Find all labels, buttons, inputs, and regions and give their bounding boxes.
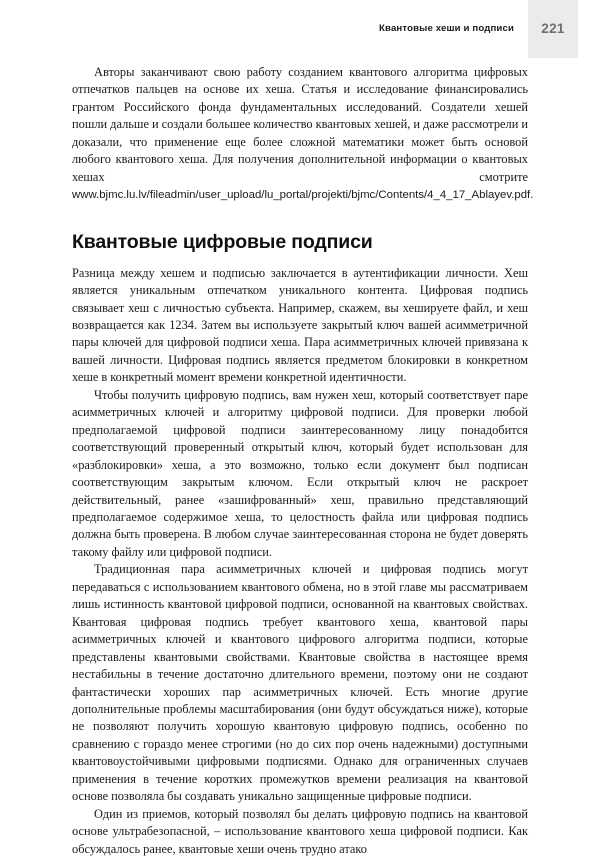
paragraph-ultrasecure-technique: Один из приемов, который позволял бы делать цифровую подпись на квантовой основе ультрабезопасной, – использование квантового хеша цифровой подписи. Как обсуждалось ранее, квантовые хеши очень трудно атако — [72, 806, 528, 856]
running-header — [0, 0, 600, 58]
paragraph-traditional-keypair: Традиционная пара асимметричных ключей и цифровая подпись могут передаваться с использованием квантового обмена, но в этой главе мы рассматриваем лишь истинность квантовой цифровой подписи, основанной на квантовых свойствах. Квантовая цифровая подпись требует квантового хеша, квантовой пары асимметричных ключей и квантового цифрового алгоритма подписи, которые представлены квантовыми свойствами. Квантовые свойства в настоящее время нестабильны в течение достаточно длительного времени, поэтому они не создают фантастически хороших пар асимметричных ключей. Есть многие другие дополнительные проблемы масштабирования (они будут обсуждаться ниже), которые не позволяют получить хорошую квантовую цифровую подпись, особенно по сравнению с гораздо менее строгими (но до сих пор очень надежными) доступными квантовоустойчивыми цифровыми подписями. Однако для ограниченных случаев применения в течение коротких промежутков времени реализация на квантовой основе позволяла бы создавать уникально защищенные цифровые подписи. — [72, 562, 528, 804]
paragraph-intro-text: Авторы заканчивают свою работу созданием квантового алгоритма цифровых отпечатков пальцев на основе их хеша. Статья и исследование финансировались грантом Российского фонда фундаментальных исследований. Создатели хешей пошли дальше и создали большее количество квантовых хешей, и даже рассмотрели и доказали, что применение еще более сложной математики может быть основой любого квантового хеша. Для получения дополнительной информации о квантовых хешах смотрите — [72, 65, 528, 184]
heading-spacer-top — [72, 205, 528, 231]
text-column — [72, 64, 534, 858]
paragraph-hash-vs-signature: Разница между хешем и подписью заключается в аутентификации личности. Хеш является уникальным отпечатком уникального контента. Цифровая подпись связывает хеш с личностью субъекта. Например, скажем, вы хешируете файл, и хеш возвращается как 1234. Затем вы используете закрытый ключ вашей асимметричной пары ключей для цифровой подписи хеша. Пара асимметричных ключей привязана к вашей личности. Цифровая подпись является предметом блокировки в конкретном хеше в конкретный момент времени конкретной идентичности. — [72, 265, 528, 385]
heading-spacer-bottom — [72, 253, 528, 265]
page-number: 221 — [541, 21, 565, 36]
paragraph-intro — [72, 64, 534, 205]
section-heading: Квантовые цифровые подписи — [72, 230, 373, 253]
reference-url: www.bjmc.lu.lv/fileadmin/user_upload/lu_portal/projekti/bjmc/Contents/4_4_17_Ablayev.pdf. — [72, 189, 534, 202]
running-header-title: Квантовые хеши и подписи — [379, 23, 514, 34]
paragraph-obtaining-signature: Чтобы получить цифровую подпись, вам нужен хеш, который соответствует паре асимметричных ключей и алгоритму цифровой подписи. Для проверки любой предполагаемой цифровой подписи заинтересованному лицу понадобится соответствующий проверенный открытый ключ, который будет использован для «разблокировки» хеша, а это возможно, только если документ был подписан соответствующим закрытым ключом. Если открытый ключ не раскроет действительный, ранее «зашифрованный» хеш, правильно представляющий предполагаемое содержимое хеша, то целостность файла или цифровая подпись должна быть проверена. В любом случае заинтересованная сторона не будет доверять такому файлу или цифровой подписи. — [72, 387, 528, 559]
